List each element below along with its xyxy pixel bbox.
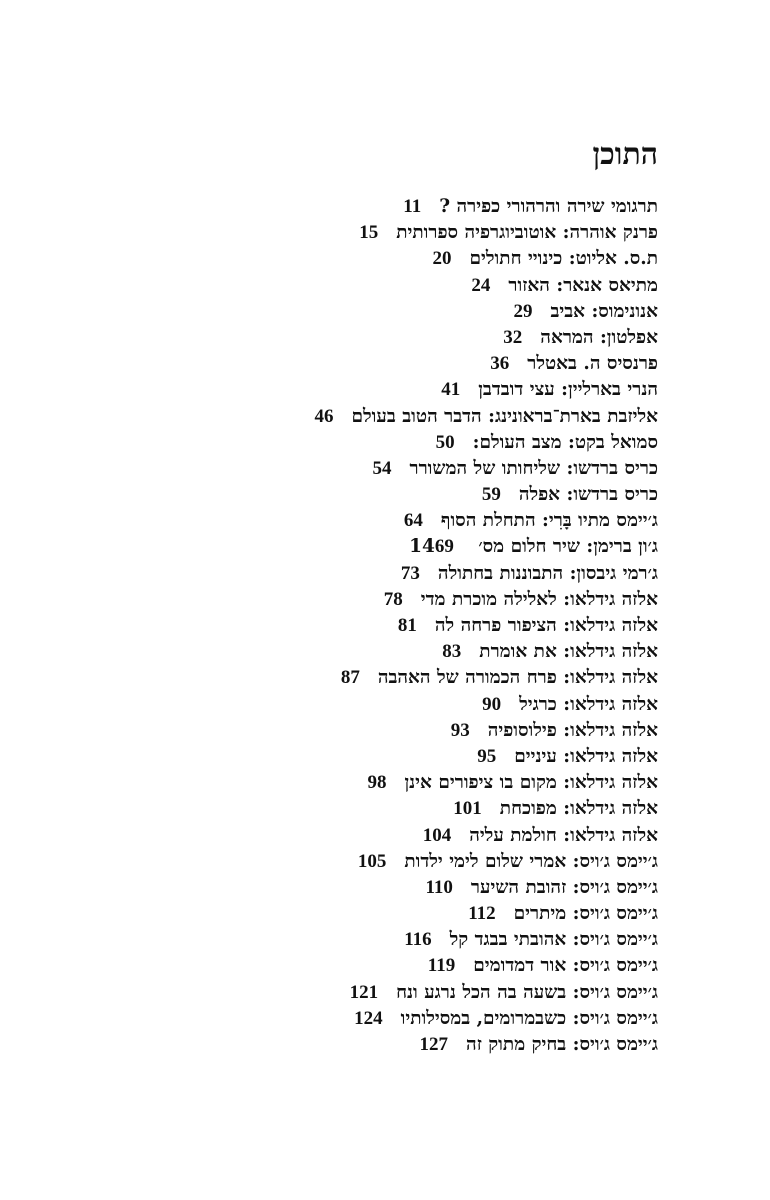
toc-entry <box>314 351 658 377</box>
toc-entry <box>314 246 658 272</box>
toc-entry-title: ג׳יימס ג׳ויס: זהובת השיער <box>470 876 658 898</box>
toc-entry-page-number: 112 <box>468 903 496 925</box>
toc-entry-title: פרנק אוהרה: אוטוביוגרפיה ספרותית <box>396 222 658 244</box>
toc-entry-page-number: 105 <box>357 850 387 872</box>
toc-entry-page-number: 32 <box>503 326 523 348</box>
toc-entry-page-number: 93 <box>450 719 470 741</box>
toc-entry <box>314 561 658 587</box>
toc-entry <box>314 194 658 220</box>
toc-entry-page-number: 121 <box>349 981 379 1003</box>
toc-entry <box>314 901 658 927</box>
toc-entry-title: ג׳יימס ג׳ויס: בשעה בה הכל נרגע ונח <box>396 981 658 1003</box>
toc-entry-title: ג׳יימס ג׳ויס: בחיק מתוק זה <box>466 1034 658 1055</box>
toc-entry-page-number: 69 <box>434 536 454 558</box>
toc-entry-page-number: 83 <box>442 641 462 663</box>
toc-entry-title: תרגומי שירה והרהורי כפירה ? <box>439 196 658 217</box>
toc-entry <box>314 430 658 456</box>
toc-entry <box>314 404 658 430</box>
toc-entry-page-number: 124 <box>354 1007 383 1029</box>
toc-entry-page-number: 20 <box>432 248 452 270</box>
toc-entry-title: כריס ברדשו: שליחותו של המשורר <box>409 457 658 479</box>
toc-entry-title: אלזה גידלאו: מקום בו ציפורים אינן <box>404 772 658 794</box>
toc-entry-page-number: 127 <box>419 1034 449 1055</box>
toc-entry <box>314 718 658 744</box>
toc-entry <box>314 613 658 639</box>
toc-entry-title: אלזה גידלאו: לאלילה מוכרת מדי <box>420 588 658 610</box>
toc-entry <box>314 665 658 691</box>
toc-entry <box>314 220 658 246</box>
toc-entry <box>314 482 658 508</box>
toc-entry <box>314 325 658 351</box>
toc-entry-title: אלזה גידלאו: עיניים <box>514 745 658 767</box>
toc-entry <box>314 770 658 796</box>
toc-entry-page-number: 15 <box>359 222 379 244</box>
toc-entry-title: ג׳יימס ג׳ויס: אמרי שלום לימי ילדות <box>404 850 658 872</box>
toc-entry-title: ת.ס. אליוט: כינויי חתולים <box>469 248 658 270</box>
toc-entry-page-number: 11 <box>403 196 422 217</box>
toc-entry-page-number: 24 <box>471 274 491 296</box>
toc-entry-title: ג׳יימס ג׳ויס: אור דמדומים <box>473 955 658 977</box>
toc-entry-page-number: 46 <box>314 405 334 427</box>
toc-entry-page-number: 101 <box>453 798 482 820</box>
toc-entry <box>314 639 658 665</box>
toc-entry <box>314 744 658 770</box>
toc-entry-page-number: 73 <box>400 562 420 584</box>
toc-entry-title: ג׳רמי גיבסון: התבוננות בחתולה <box>437 562 658 584</box>
toc-entry <box>314 692 658 718</box>
toc-entry-title: ג׳ון ברימן: שיר חלום מס׳ 14 <box>409 536 658 558</box>
toc-entry-page-number: 59 <box>481 484 501 506</box>
toc-entry <box>314 875 658 901</box>
toc-list <box>314 194 658 1058</box>
toc-entry-page-number: 90 <box>482 693 502 715</box>
toc-entry-page-number: 29 <box>513 300 533 322</box>
toc-entry-page-number: 119 <box>427 955 456 977</box>
toc-entry-page-number: 50 <box>435 431 455 453</box>
toc-entry-title: ג׳יימס ג׳ויס: אהובתי בבגד קל <box>449 929 658 951</box>
toc-entry <box>314 849 658 875</box>
toc-entry-title: אפלטון: המראה <box>540 326 658 348</box>
toc-entry-title: אלזה גידלאו: פרח הכמורה של האהבה <box>377 667 658 689</box>
toc-entry-title: אלזה גידלאו: את אומרת <box>479 641 658 663</box>
toc-entry-page-number: 95 <box>477 745 497 767</box>
toc-entry-page-number: 41 <box>441 379 461 401</box>
toc-entry-title: אנונימוס: אביב <box>550 300 658 322</box>
toc-entry <box>314 823 658 849</box>
toc-entry <box>314 953 658 979</box>
toc-entry-title: ג׳יימס מתיו בָּרִי: התחלת הסוף <box>440 510 658 532</box>
page-title: התוכן <box>592 137 658 172</box>
toc-entry-title: ג׳יימס ג׳ויס: כשבמרומים, במסילותיו <box>400 1007 658 1029</box>
toc-entry <box>314 508 658 534</box>
toc-entry <box>314 796 658 822</box>
toc-entry-page-number: 110 <box>425 876 453 898</box>
toc-entry <box>314 927 658 953</box>
toc-entry-title: אלזה גידלאו: פילוסופיה <box>487 719 658 741</box>
toc-entry-page-number: 87 <box>340 667 360 689</box>
toc-entry-page-number: 81 <box>397 615 417 636</box>
toc-entry-page-number: 98 <box>367 772 387 794</box>
toc-entry-page-number: 78 <box>383 588 403 610</box>
toc-entry <box>314 273 658 299</box>
toc-entry-page-number: 116 <box>404 929 432 951</box>
toc-entry-page-number: 64 <box>403 510 423 532</box>
toc-entry-title: מתיאס אנאר: האזור <box>508 274 658 296</box>
toc-entry <box>314 1032 658 1058</box>
toc-entry-page-number: 104 <box>422 824 452 846</box>
toc-entry-title: פרנסיס ה. באטלר <box>527 353 658 375</box>
toc-entry-title: ג׳יימס ג׳ויס: מיתרים <box>513 903 658 925</box>
toc-entry-title: כריס ברדשו: אפלה <box>518 484 658 506</box>
toc-entry <box>314 587 658 613</box>
toc-entry-page-number: 36 <box>490 353 510 375</box>
toc-entry-title: אלזה גידלאו: כרגיל <box>519 693 658 715</box>
toc-entry <box>314 1006 658 1032</box>
toc-entry-title: אליזבת בארת־בראונינג: הדבר הטוב בעולם <box>351 405 658 427</box>
toc-entry-title: אלזה גידלאו: חולמת עליה <box>469 824 658 846</box>
toc-entry <box>314 456 658 482</box>
toc-entry <box>314 299 658 325</box>
toc-entry-title: סמואל בקט: מצב העולם: <box>472 431 658 453</box>
toc-entry-title: הנרי בארליין: עצי דובדבן <box>478 379 658 401</box>
toc-entry <box>314 534 658 560</box>
toc-entry <box>314 377 658 403</box>
toc-entry <box>314 980 658 1006</box>
toc-entry-title: אלזה גידלאו: הציפור פרחה לה <box>434 615 658 636</box>
toc-entry-title: אלזה גידלאו: מפוכחת <box>499 798 658 820</box>
toc-entry-page-number: 54 <box>372 457 392 479</box>
